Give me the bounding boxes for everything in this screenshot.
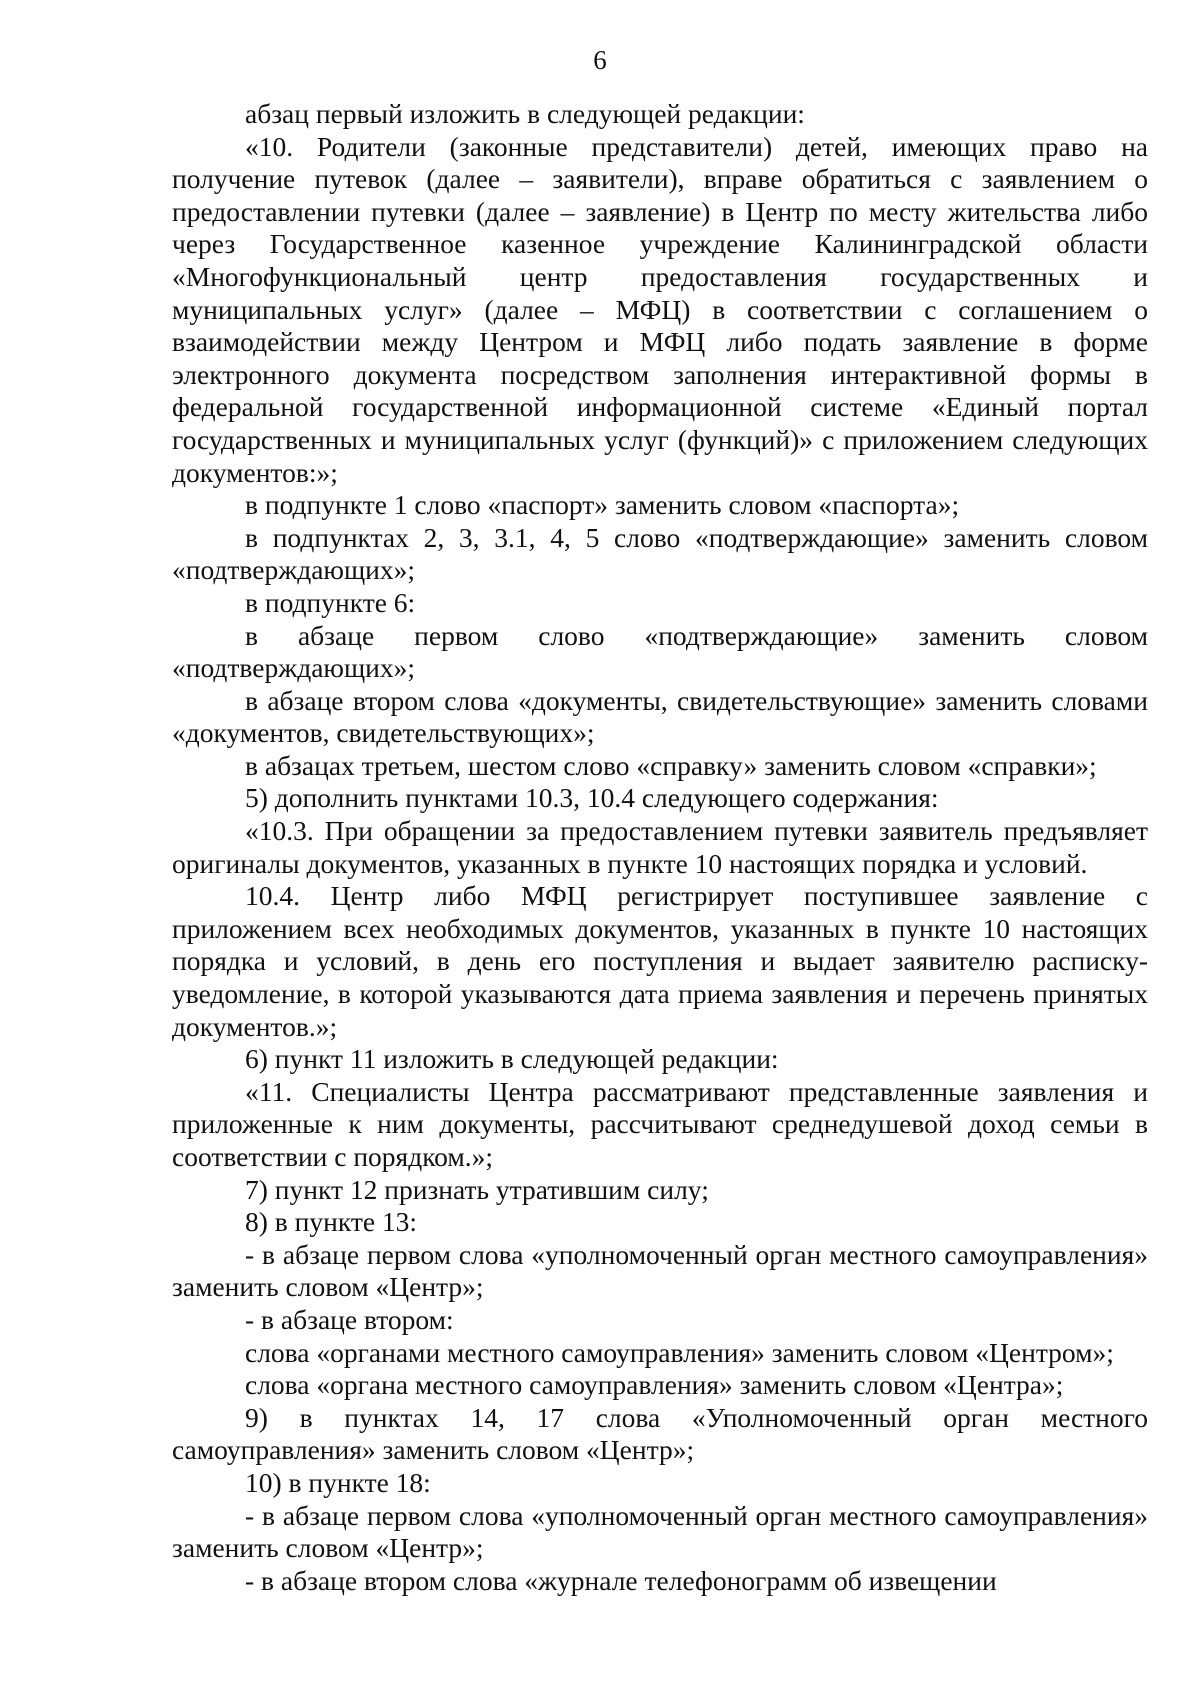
paragraph: - в абзаце втором: bbox=[245, 1303, 454, 1335]
paragraph: - в абзаце первом слова «уполномоченный орган местного самоуправления» заменить словом «Центр»; bbox=[172, 1238, 1148, 1303]
paragraph: в подпункте 6: bbox=[245, 586, 416, 618]
paragraph: 8) в пункте 13: bbox=[245, 1206, 418, 1238]
paragraph: абзац первый изложить в следующей редакции: bbox=[245, 98, 805, 129]
paragraph: - в абзаце втором слова «журнале телефонограмм об извещении bbox=[245, 1564, 997, 1596]
paragraph: в абзаце втором слова «документы, свидетельствующие» заменить словами «документов, свидетельствующих»; bbox=[172, 684, 1148, 749]
paragraph: 10) в пункте 18: bbox=[245, 1466, 431, 1498]
paragraph: в абзацах третьем, шестом слово «справку» заменить словом «справки»; bbox=[245, 749, 1097, 781]
paragraph: «11. Специалисты Центра рассматривают представленные заявления и приложенные к ним документы, рассчитывают среднедушевой доход семьи в соответствии с порядком.»; bbox=[172, 1075, 1148, 1172]
page-number: 6 bbox=[593, 45, 607, 75]
paragraph: «10.3. При обращении за предоставлением путевки заявитель предъявляет оригиналы документов, указанных в пункте 10 настоящих порядка и условий. bbox=[172, 815, 1148, 879]
paragraph: 10.4. Центр либо МФЦ регистрирует поступившее заявление с приложением всех необходимых документов, указанных в пункте 10 настоящих порядка и условий, в день его поступления и выдает заявителю расписку-уведомление, в которой указываются дата приема заявления и перечень принятых документов.»; bbox=[172, 880, 1148, 1042]
paragraph: 6) пункт 11 изложить в следующей редакции: bbox=[245, 1043, 779, 1075]
paragraph: 9) в пунктах 14, 17 слова «Уполномоченный орган местного самоуправления» заменить словом «Центр»; bbox=[172, 1401, 1148, 1466]
paragraph: 7) пункт 12 признать утратившим силу; bbox=[245, 1173, 709, 1205]
paragraph: слова «органа местного самоуправления» заменить словом «Центра»; bbox=[245, 1369, 1064, 1401]
document-body bbox=[172, 98, 1148, 1597]
paragraph: «10. Родители (законные представители) детей, имеющих право на получение путевок (далее – заявители), вправе обратиться с заявлением о предоставлении путевки (далее – заявление) в Центр по месту жительства либо через Государственное казенное учреждение Калининградской области «Многофункциональный центр предоставления государственных и муниципальных услуг» (далее – МФЦ) в соответствии с соглашением о взаимодействии между Центром и МФЦ либо подать заявление в форме электронного документа посредством заполнения интерактивной формы в федеральной государственной информационной системе «Единый портал государственных и муниципальных услуг (функций)» с приложением следующих документов:»; bbox=[172, 130, 1148, 488]
paragraph: 5) дополнить пунктами 10.3, 10.4 следующего содержания: bbox=[245, 782, 939, 814]
paragraph: в подпункте 1 слово «паспорт» заменить словом «паспорта»; bbox=[245, 489, 960, 521]
paragraph: - в абзаце первом слова «уполномоченный орган местного самоуправления» заменить словом «Центр»; bbox=[172, 1499, 1148, 1564]
paragraph: слова «органами местного самоуправления» заменить словом «Центром»; bbox=[245, 1336, 1114, 1368]
paragraph: в подпунктах 2, 3, 3.1, 4, 5 слово «подтверждающие» заменить словом «подтверждающих»; bbox=[172, 521, 1148, 586]
paragraph: в абзаце первом слово «подтверждающие» заменить словом «подтверждающих»; bbox=[172, 619, 1148, 684]
